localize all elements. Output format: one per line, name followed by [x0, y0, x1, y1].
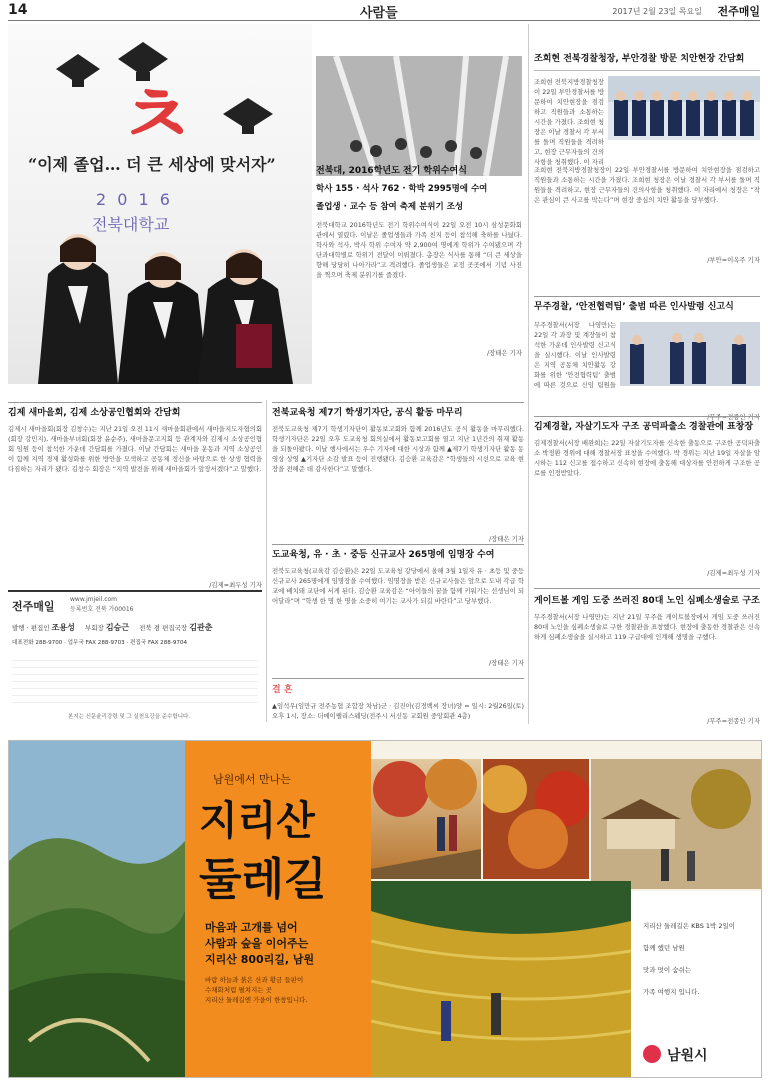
right2-body: 무주경찰서(서장 나영만)는 22일 각 과장 및 계장들이 참석한 가운데 인사발령 신고식을 실시했다. 이날 인사발령은 지역 공동체 치안활동 강화를 위한 ‘안전협력팀’ 출범에 따른 것으로 신임 팀원들	[534, 321, 616, 389]
ad-autumn-forest-photo	[483, 759, 589, 879]
ad-title-2: 둘레길	[199, 854, 327, 905]
ad-title-1: 지리산	[199, 797, 315, 844]
hero-headline: “이제 졸업… 더 큰 세상에 맞서자”	[28, 155, 276, 174]
ad-small-1: 바람 하늘과 붉은 산과 황금 들판이	[205, 976, 304, 984]
mid1-signature: /장태은 기자	[488, 535, 524, 543]
right-article-2	[534, 300, 760, 421]
ad-tagline-2: 사람과 숲을 이어주는	[205, 937, 309, 950]
police-group-photo	[608, 76, 760, 140]
right4-signature: /무주=전종인 기자	[707, 717, 760, 725]
chief-label: 전북 겸 편집국장	[139, 624, 188, 632]
page-header	[8, 0, 760, 21]
right1-body-cont: 조희현 전북지방경찰청장이 22일 부안경찰서를 방문하여 치안현장을 점검하고 직원들과 소통하는 시간을 가졌다. 조희현 청장은 이날 경찰서 각 부서를 돌며 직원들을 격려하고, 현장 근무자들의 건의사항을 청취했다. 이 자리에서 청장은 “작은 관심이 큰 사고를 막는다”며 현장 중심의 치안 활동을 당부했다.	[534, 166, 760, 204]
graduation-article	[316, 164, 522, 357]
ceremony-photo	[316, 56, 522, 176]
ad-side-3: 맛과 멋이 숨쉬는	[643, 966, 692, 974]
wedding-body: ▲임석우(임만규 전주농협 조합장 차남)군 · 김진아(김경백씨 장녀)양 = 일시: 2월26일(토) 오후 1시, 장소: 더메이팰리스웨딩(전주시 서신동 교회원 중앙회관 4층)	[272, 702, 524, 720]
ad-orange-panel	[185, 741, 371, 1077]
ad-rice-field-photo	[371, 881, 631, 1077]
editor-name: 김승근	[105, 623, 130, 632]
publisher-name: 조용성	[51, 623, 75, 632]
masthead-directory	[12, 654, 258, 706]
section-title: 사람들	[360, 6, 398, 21]
ad-village-photo	[591, 759, 761, 889]
mid2-title: 도교육청, 유 · 초 · 중등 신규교사 265명에 임명장 수여	[272, 550, 495, 560]
publisher-label: 발행 · 편집인	[12, 624, 50, 632]
graduation-sub3: 졸업생 · 교수 등 참여 축제 분위기 조성	[316, 202, 464, 212]
left-article-body: 김제시 새마을회(회장 김창수)는 지난 21일 오전 11시 새마을회관에서 새마을지도자협의회(회장 강민지), 새마을부녀회(회장 윤순주), 새마을문고지회 등 관계자와 김제시 소상공인협회 임원 등이 참석한 가운데 간담회를 가졌다. 이날 간담회는 새마을 운동과 지역 소상공인이 함께 지역 경제 활성화를 위한 방안을 모색하고 공동체 정신을 바탕으로 한 상생 협력을 다짐하는 자리가 됐다. 김창수 회장은 “지역 발전을 위해 새마을회가 앞장서겠다”고 말했다.	[8, 425, 262, 473]
ad-small-3: 지리산 둘레길엔 가을이 한창입니다.	[205, 996, 308, 1004]
graduation-sub1: 전북대, 2016학년도 전기 학위수여식	[316, 166, 467, 176]
graduation-body: 전북대학교 2016학년도 전기 학위수여식이 22일 오전 10시 삼성문화회관에서 열렸다. 이날은 졸업생들과 가족 친지 등이 참석해 축하를 나눴다. 학사와 석사, 박사 학위 수여자 약 2,900여 명에게 학위가 수여됐으며 각 단과대학별로 학위기 전달이 이뤄졌다. 총장은 식사를 통해 “더 큰 세상을 향해 당당히 나아가라”고 격려했다. 졸업생들은 교정 곳곳에서 기념 사진을 찍으며 축제 분위기를 즐겼다.	[316, 221, 522, 279]
right3-body: 김제경찰서(서장 배완희)는 22일 자살기도자를 신속한 출동으로 구조한 공덕파출소 박정환 경위에 대해 경찰서장 표창을 수여했다. 박 경위는 지난 19일 자살을 암시하는 112 신고를 접수하고 신속히 현장에 출동해 대상자를 안전하게 구조한 공로를 인정받았다.	[534, 439, 760, 477]
right3-title: 김제경찰, 자살기도자 구조 공덕파출소 경찰관에 표창장	[534, 422, 754, 432]
masthead-footer: 본지는 신문윤리강령 및 그 실천요강을 준수합니다.	[68, 714, 191, 720]
left-article-signature: /김제=최두성 기자	[209, 581, 262, 589]
graduation-photo	[8, 24, 312, 384]
mid2-body: 전북도교육청(교육감 김승환)은 22일 도교육청 강당에서 올해 3월 1일자 유 · 초등 및 중등 신규교사 265명에게 임명장을 수여했다. 임명장을 받은 신규교사들은 앞으로 도내 각급 학교에 배치돼 교단에 서게 된다. 김승환 교육감은 “아이들의 꿈을 함께 키워가는 선생님이 되어달라”며 “학생 한 명 한 명을 소중히 여기는 교사가 되길 바란다”고 당부했다.	[272, 567, 524, 605]
ad-side-panel	[631, 891, 761, 1077]
issue-date: 2017년 2월 23일 목요일	[612, 7, 702, 16]
ad-mountain-photo	[9, 741, 185, 1077]
police-ceremony-photo	[620, 322, 760, 386]
nanwon-ad	[8, 740, 762, 1078]
graduation-sub2: 학사 155 · 석사 762 · 학박 2995명에 수여	[316, 184, 488, 194]
editor-label: 부회장	[84, 624, 104, 632]
mid-article-1	[272, 406, 524, 543]
ad-side-1: 지리산 둘레길은 KBS 1박 2일이	[643, 922, 736, 930]
svg-text:ㅊ: ㅊ	[118, 70, 196, 163]
page-number: 14	[8, 2, 28, 18]
masthead-info: 등록번호 전북 가00016	[70, 606, 134, 613]
right-article-4	[534, 594, 760, 725]
mid-article-2	[272, 548, 524, 667]
right-article-1	[534, 52, 760, 264]
ad-kicker: 남원에서 만나는	[213, 773, 291, 786]
right1-body: 조희현 전북지방경찰청장이 22일 부안경찰서를 방문하여 치안현장을 점검하고 직원들과 소통하는 시간을 가졌다. 조희현 청장은 이날 경찰서 각 부서를 돌며 직원들을 격려하고, 현장 근무자들의 건의사항을 청취했다. 이 자리	[534, 78, 604, 165]
chief-name: 김관춘	[189, 623, 213, 632]
wedding-heading: 결 혼	[272, 685, 293, 695]
ad-small-2: 수채화처럼 펼쳐지는 곳	[205, 986, 272, 994]
ad-side-4: 가족 여행지 입니다.	[643, 988, 700, 996]
left-article-title: 김제 새마을회, 김제 소상공인협회와 간담회	[8, 408, 181, 418]
wedding-section	[272, 682, 524, 721]
ad-logo-text: 남원시	[667, 1048, 708, 1064]
right-article-3	[534, 420, 760, 577]
mid1-body: 전북도교육청 제7기 학생기자단이 활동보고회와 함께 2016년도 공식 활동을 마무리했다. 학생기자단은 22일 오후 도교육청 회의실에서 활동보고회를 열고 지난 1년간의 취재 활동을 되돌아봤다. 이날 행사에서는 우수 기자에 대한 시상과 함께 ▲제7기 학생기자단 활동 동영상 상영 ▲기자단 소감 발표 등이 진행됐다. 김승환 교육감은 “학생들의 시선으로 교육 현장을 전해준 데 감사한다”고 말했다.	[272, 425, 524, 473]
masthead-url: www.jmjeil.com	[70, 596, 118, 603]
ad-autumn-path-photo	[371, 759, 481, 879]
hero-year: 2 0 1 6	[96, 190, 173, 209]
ad-tagline-1: 마음과 고개를 넘어	[205, 921, 298, 934]
hero-school: 전북대학교	[92, 215, 170, 234]
right3-signature: /김제=최두성 기자	[707, 569, 760, 577]
mid1-title: 전북교육청 제7기 학생기자단, 공식 활동 마무리	[272, 408, 463, 418]
mid2-signature: /장태은 기자	[488, 659, 524, 667]
masthead-phones: 대표전화 288-9700 · 업무국 FAX 288-9703 · 편집국 FAX 288-9704	[12, 640, 188, 646]
namwon-logo-icon	[643, 1045, 661, 1063]
masthead-staff	[12, 622, 212, 633]
paper-logo: 전주매일	[717, 5, 760, 18]
right4-body: 무주경찰서(서장 나영만)는 지난 21일 무주읍 게이트볼장에서 게임 도중 쓰러진 80대 노인을 심폐소생술로 구한 경찰관을 표창했다. 현장에 출동한 경찰관은 신속하게 심폐소생술을 실시하고 119 구급대에 인계해 생명을 구했다.	[534, 613, 760, 641]
masthead-box	[8, 590, 262, 728]
ad-side-2: 함께 했던 남원	[643, 944, 685, 952]
right1-title: 조희현 전북경찰청장, 부안경찰 방문 치안현장 간담회	[534, 52, 760, 71]
masthead-name: 전주매일	[12, 600, 55, 613]
right2-title: 무주경찰, ‘안전협력팀’ 출범 따른 인사발령 신고식	[534, 302, 734, 312]
right1-signature: /부안=이옥주 기자	[707, 256, 760, 264]
right2-signature: /무주=전종인 기자	[707, 413, 760, 421]
ad-tagline-3: 지리산 800리길, 남원	[205, 953, 315, 966]
right4-title: 게이트볼 게임 도중 쓰러진 80대 노인 심폐소생술로 구조	[534, 596, 760, 606]
graduation-signature: /장태은 기자	[486, 349, 522, 357]
left-article	[8, 406, 262, 589]
